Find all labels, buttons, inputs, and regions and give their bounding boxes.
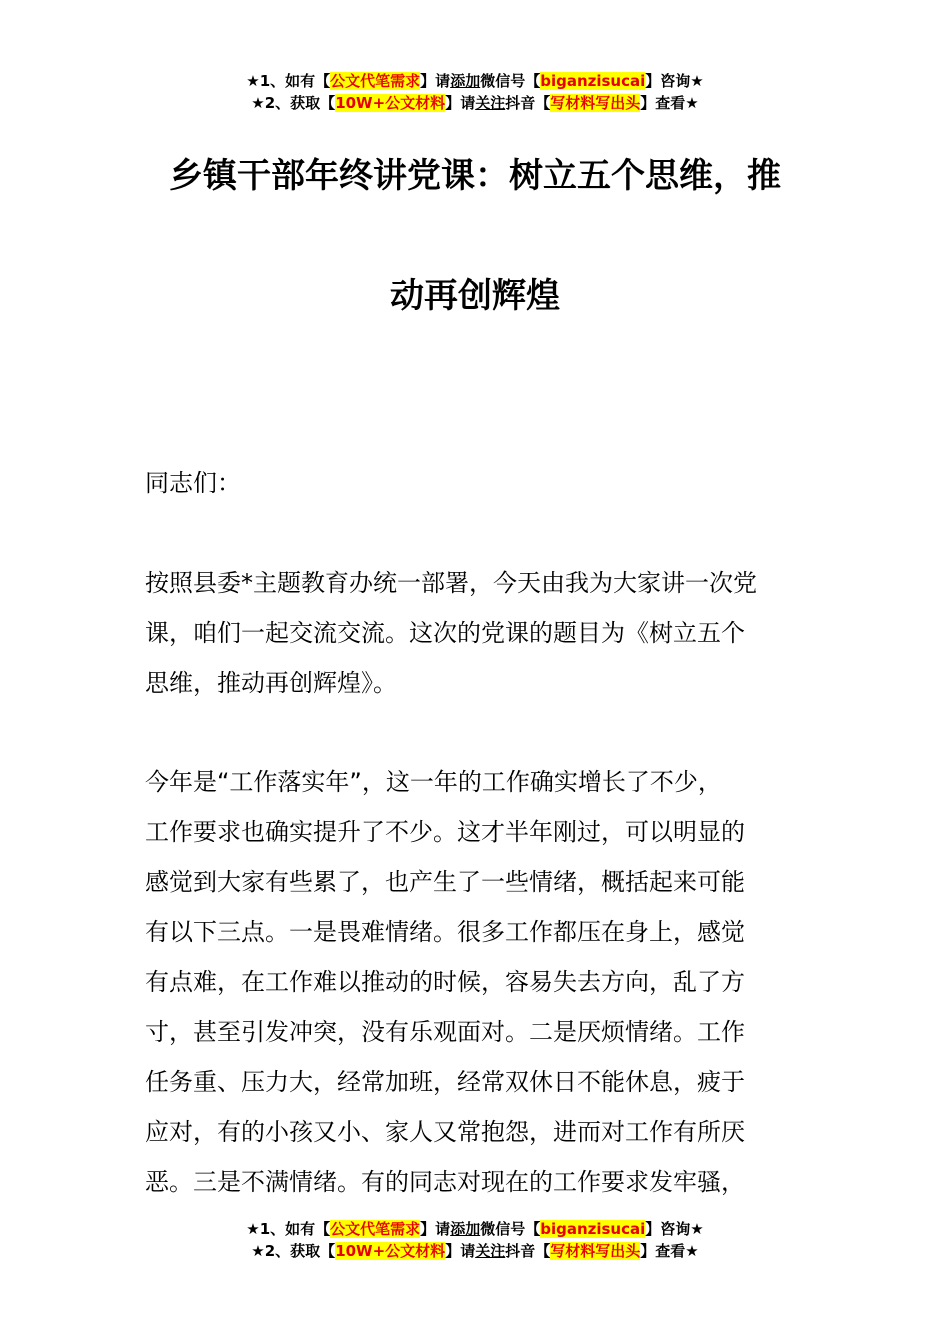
banner-text: 微信号【 bbox=[480, 1220, 541, 1238]
banner-text: 抖音【 bbox=[505, 94, 551, 112]
banner-text: 微信号【 bbox=[480, 72, 541, 90]
paragraph-line: 有以下三点。一是畏难情绪。很多工作都压在身上，感觉 bbox=[145, 918, 745, 946]
banner-highlight: biganzisucai bbox=[540, 72, 646, 90]
banner-underline: 关注 bbox=[475, 1242, 506, 1260]
banner-line-2 bbox=[0, 1240, 950, 1262]
paragraph-line: 工作要求也确实提升了不少。这才半年刚过，可以明显的 bbox=[145, 818, 745, 846]
banner-text: 】咨询★ bbox=[645, 1220, 704, 1238]
document-title-line-2: 动再创辉煌 bbox=[390, 276, 560, 316]
paragraph-line: 今年是“工作落实年”，这一年的工作确实增长了不少， bbox=[145, 768, 722, 796]
document-title-line-1: 乡镇干部年终讲党课：树立五个思维，推 bbox=[169, 156, 781, 196]
paragraph-line: 任务重、压力大，经常加班，经常双休日不能休息，疲于 bbox=[145, 1068, 745, 1096]
paragraph-line: 思维，推动再创辉煌》。 bbox=[145, 669, 397, 697]
banner-text: ★2、获取【 bbox=[251, 1242, 336, 1260]
paragraph-line: 恶。三是不满情绪。有的同志对现在的工作要求发牢骚， bbox=[145, 1168, 745, 1196]
paragraph-line: 寸，甚至引发冲突，没有乐观面对。二是厌烦情绪。工作 bbox=[145, 1018, 745, 1046]
banner-line-1 bbox=[0, 1218, 950, 1240]
greeting: 同志们： bbox=[145, 469, 241, 497]
header-banner bbox=[0, 70, 950, 114]
banner-underline: 添加 bbox=[450, 72, 481, 90]
banner-underline: 关注 bbox=[475, 94, 506, 112]
banner-highlight: 写材料写出头 bbox=[550, 1242, 641, 1260]
banner-line-1 bbox=[0, 70, 950, 92]
banner-highlight: 公文代笔需求 bbox=[330, 72, 421, 90]
banner-line-2 bbox=[0, 92, 950, 114]
banner-text: 】查看★ bbox=[640, 1242, 699, 1260]
paragraph-line: 有点难，在工作难以推动的时候，容易失去方向，乱了方 bbox=[145, 968, 745, 996]
banner-text: ★1、如有【 bbox=[246, 1220, 331, 1238]
banner-text: ★1、如有【 bbox=[246, 72, 331, 90]
banner-text: ★2、获取【 bbox=[251, 94, 336, 112]
banner-highlight: 10W+公文材料 bbox=[335, 1242, 446, 1260]
banner-text: 抖音【 bbox=[505, 1242, 551, 1260]
paragraph-2 bbox=[145, 757, 810, 1207]
paragraph-line: 应对，有的小孩又小、家人又常抱怨，进而对工作有所厌 bbox=[145, 1118, 745, 1146]
banner-text: 】咨询★ bbox=[645, 72, 704, 90]
banner-underline: 添加 bbox=[450, 1220, 481, 1238]
paragraph-line: 感觉到大家有些累了，也产生了一些情绪，概括起来可能 bbox=[145, 868, 745, 896]
paragraph-line: 课，咱们一起交流交流。这次的党课的题目为《树立五个 bbox=[145, 619, 745, 647]
footer-banner bbox=[0, 1218, 950, 1262]
banner-text: 】请 bbox=[445, 94, 476, 112]
banner-text: 】查看★ bbox=[640, 94, 699, 112]
banner-text: 】请 bbox=[420, 1220, 451, 1238]
banner-highlight: 写材料写出头 bbox=[550, 94, 641, 112]
banner-text: 】请 bbox=[420, 72, 451, 90]
banner-highlight: biganzisucai bbox=[540, 1220, 646, 1238]
paragraph-line: 按照县委*主题教育办统一部署，今天由我为大家讲一次党 bbox=[145, 569, 757, 597]
banner-highlight: 10W+公文材料 bbox=[335, 94, 446, 112]
paragraph-1 bbox=[145, 558, 810, 708]
banner-highlight: 公文代笔需求 bbox=[330, 1220, 421, 1238]
banner-text: 】请 bbox=[445, 1242, 476, 1260]
